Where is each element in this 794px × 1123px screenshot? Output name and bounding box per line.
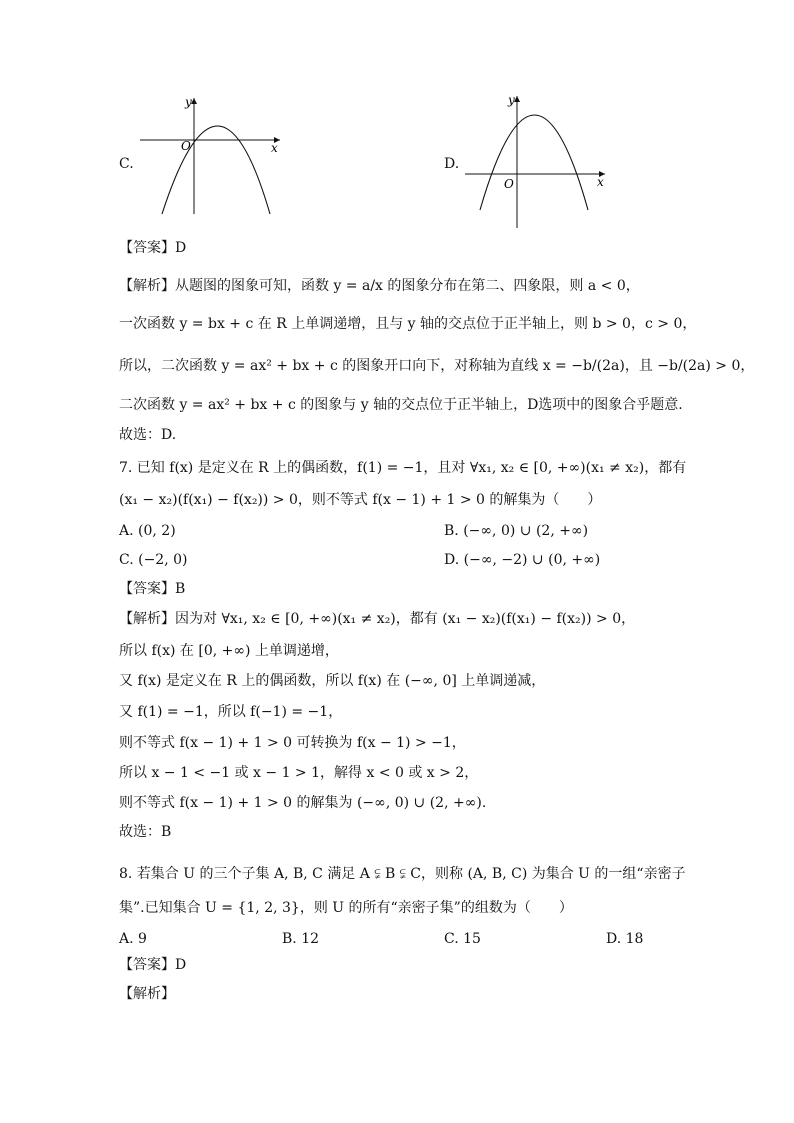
q8-option-d: D. 18 — [606, 931, 644, 947]
q7-stem-line-1: 7. 已知 f(x) 是定义在 R 上的偶函数，f(1) = −1，且对 ∀x₁, x₂ ∈ [0, +∞)(x₁ ≠ x₂)，都有 — [119, 460, 687, 476]
q7-answer: 【答案】B — [119, 581, 186, 597]
q6-analysis-line-3: 所以，二次函数 y = ax² + bx + c 的图象开口向下，对称轴为直线 x = −b/(2a)，且 −b/(2a) > 0， — [119, 358, 755, 374]
graph-d — [460, 90, 610, 230]
graph-c-origin-label: O — [181, 139, 191, 153]
q7-option-c: C. (−2, 0) — [119, 552, 188, 568]
q7-analysis-line-4: 又 f(1) = −1，所以 f(−1) = −1， — [119, 704, 343, 720]
q7-analysis-line-1: 【解析】因为对 ∀x₁, x₂ ∈ [0, +∞)(x₁ ≠ x₂)，都有 (x₁ − x₂)(f(x₁) − f(x₂)) > 0， — [119, 611, 636, 627]
q7-option-a: A. (0, 2) — [119, 523, 176, 539]
q8-stem-line-1: 8. 若集合 U 的三个子集 A, B, C 满足 A ⫋ B ⫋ C，则称 (A, B, C) 为集合 U 的一组“亲密子 — [119, 866, 686, 882]
graph-d-y-label: y — [508, 93, 515, 107]
q8-option-a: A. 9 — [119, 931, 147, 947]
q7-analysis-line-6: 所以 x − 1 < −1 或 x − 1 > 1，解得 x < 0 或 x > 2， — [119, 765, 479, 781]
graph-d-x-label: x — [597, 175, 604, 189]
q8-stem-line-2: 集”.已知集合 U = {1, 2, 3}，则 U 的所有“亲密子集”的组数为（ ） — [119, 900, 573, 916]
graph-c — [135, 92, 285, 217]
q6-answer: 【答案】D — [119, 240, 187, 256]
q7-analysis-line-2: 所以 f(x) 在 [0, +∞) 上单调递增， — [119, 643, 339, 659]
option-d-label: D. — [444, 156, 460, 172]
q7-stem-line-2: (x₁ − x₂)(f(x₁) − f(x₂)) > 0，则不等式 f(x − 1) + 1 > 0 的解集为（ ） — [119, 492, 602, 508]
q8-answer: 【答案】D — [119, 957, 187, 973]
q6-analysis-line-2: 一次函数 y = bx + c 在 R 上单调递增，且与 y 轴的交点位于正半轴上，则 b > 0，c > 0， — [119, 316, 697, 332]
graph-d-parabola — [480, 115, 588, 210]
q8-option-c: C. 15 — [444, 931, 481, 947]
graph-c-parabola — [162, 126, 270, 214]
q7-analysis-line-8: 故选：B — [119, 824, 172, 840]
graph-d-origin-label: O — [504, 177, 514, 191]
q8-analysis-label: 【解析】 — [119, 986, 175, 1002]
graph-c-y-arrow — [191, 98, 197, 104]
q7-analysis-line-5: 则不等式 f(x − 1) + 1 > 0 可转换为 f(x − 1) > −1， — [119, 735, 466, 751]
q7-option-b: B. (−∞, 0) ∪ (2, +∞) — [444, 523, 589, 539]
q7-option-d: D. (−∞, −2) ∪ (0, +∞) — [444, 552, 601, 568]
option-c-label: C. — [119, 156, 134, 172]
q8-option-b: B. 12 — [282, 931, 320, 947]
q7-analysis-line-3: 又 f(x) 是定义在 R 上的偶函数，所以 f(x) 在 (−∞, 0] 上单调递减， — [119, 673, 546, 689]
q6-analysis-line-4: 二次函数 y = ax² + bx + c 的图象与 y 轴的交点位于正半轴上，D选项中的图象合乎题意. — [119, 397, 683, 413]
graph-c-y-label: y — [185, 95, 192, 109]
q7-analysis-line-7: 则不等式 f(x − 1) + 1 > 0 的解集为 (−∞, 0) ∪ (2, +∞). — [119, 795, 487, 811]
q6-analysis-line-1: 【解析】从题图的图象可知，函数 y = a/x 的图象分布在第二、四象限，则 a < 0， — [119, 278, 640, 294]
graph-d-y-arrow — [514, 96, 520, 102]
graph-c-x-label: x — [271, 141, 278, 155]
q6-analysis-line-5: 故选：D. — [119, 427, 177, 443]
